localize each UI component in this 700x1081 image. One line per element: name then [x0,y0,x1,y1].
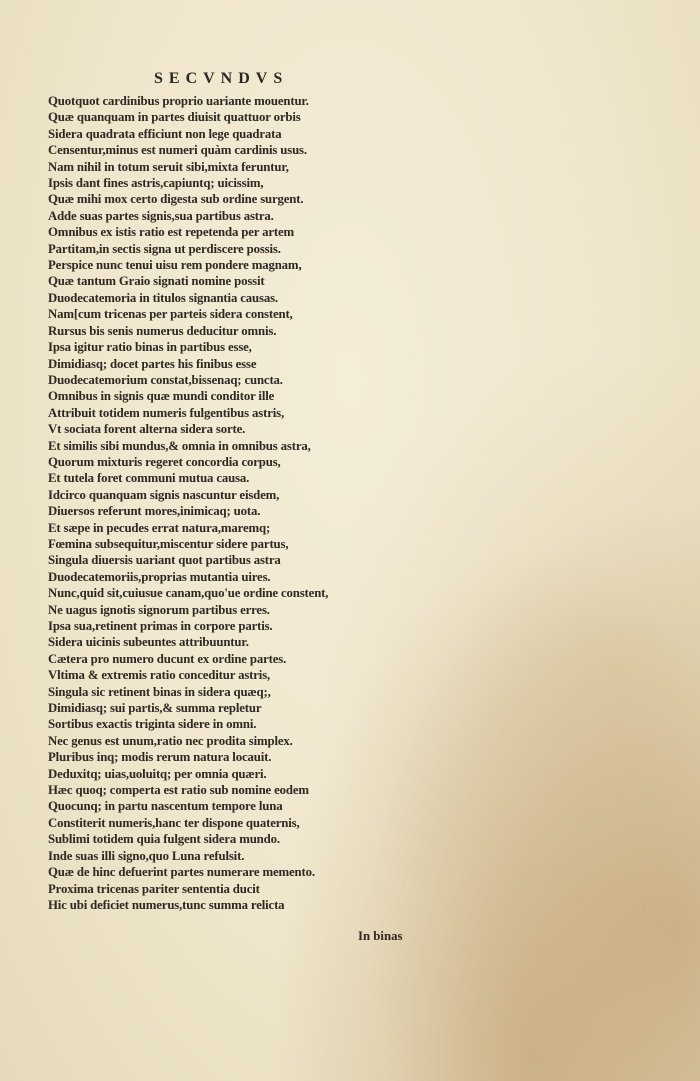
text-line: Nam[cum tricenas per parteis sidera constent, [48,307,293,322]
text-line: Sidera quadrata efficiunt non lege quadrata [48,126,282,141]
text-line: Quocunq; in partu nascentum tempore luna [48,799,283,814]
text-line: Dimidiasq; sui partis,& summa repletur [48,701,262,716]
text-line: Nunc,quid sit,cuiusue canam,quo'ue ordine constent, [48,586,329,601]
text-line: Nec genus est unum,ratio nec prodita simplex. [48,733,293,748]
text-line: Singula diuersis uariant quot partibus astra [48,553,281,568]
text-line: Attribuit totidem numeris fulgentibus astris, [48,405,285,420]
text-line: Dimidiasq; docet partes his finibus esse [48,356,257,371]
text-line: Sublimi totidem quia fulgent sidera mundo. [48,832,280,847]
text-line: Fœmina subsequitur,miscentur sidere partus, [48,536,289,551]
verse-text [48,93,378,913]
bleed-through-text [532,75,682,955]
text-line: Singula sic retinent binas in sidera quæq;, [48,684,271,699]
text-line: Et tutela foret communi mutua causa. [48,471,250,486]
text-line: Quæ quanquam in partes diuisit quattuor orbis [48,110,301,125]
text-line: Vt sociata forent alterna sidera sorte. [48,422,246,437]
text-line: Quæ mihi mox certo digesta sub ordine surgent. [48,192,304,207]
text-line: Quæ de hinc defuerint partes numerare memento. [48,865,315,880]
text-line: Vltima & extremis ratio conceditur astris, [48,668,271,683]
text-line: Deduxitq; uias,uoluitq; per omnia quæri. [48,766,267,781]
text-line: Constiterit numeris,hanc ter dispone quaternis, [48,815,300,830]
text-line: Quæ tantum Graio signati nomine possit [48,274,265,289]
text-line: Proxima tricenas pariter sententia ducit [48,881,260,896]
text-line: Et similis sibi mundus,& omnia in omnibus astra, [48,438,311,453]
text-line: Ipsa igitur ratio binas in partibus esse, [48,340,252,355]
text-line: Sortibus exactis triginta sidere in omni. [48,717,257,732]
text-line: Omnibus in signis quæ mundi conditor ille [48,389,275,404]
text-line: Adde suas partes signis,sua partibus astra. [48,208,274,223]
text-line: Et sæpe in pecudes errat natura,maremq; [48,520,271,535]
text-line: Rursus bis senis numerus deducitur omnis. [48,323,277,338]
text-line: Hæc quoq; comperta est ratio sub nomine eodem [48,783,309,798]
text-line: Ipsis dant fines astris,capiuntq; uicissim, [48,176,264,191]
catchword: In binas [358,929,403,943]
text-line: Duodecatemoria in titulos signantia causas. [48,290,278,305]
text-line: Ne uagus ignotis signorum partibus erres. [48,602,270,617]
text-line: Ipsa sua,retinent primas in corpore partis. [48,619,273,633]
page-header: SECVNDVS [154,70,289,87]
text-line: Perspice nunc tenui uisu rem pondere magnam, [48,258,302,273]
text-line: Nam nihil in totum seruit sibi,mixta feruntur, [48,159,289,174]
text-line: Omnibus ex istis ratio est repetenda per artem [48,225,295,240]
text-line: Quotquot cardinibus proprio uariante mouentur. [48,94,309,108]
text-line: Partitam,in sectis signa ut perdiscere possis. [48,241,281,256]
text-line: Idcirco quanquam signis nascuntur eisdem, [48,487,280,502]
text-line: Duodecatemoriis,proprias mutantia uires. [48,569,271,584]
text-line: Pluribus inq; modis rerum natura locauit. [48,750,272,765]
text-line: Inde suas illi signo,quo Luna refulsit. [48,848,245,863]
text-line: Sidera uicinis subeuntes attribuuntur. [48,635,249,650]
text-line: Censentur,minus est numeri quàm cardinis usus. [48,143,307,158]
text-line: Cætera pro numero ducunt ex ordine partes. [48,651,287,666]
text-line: Duodecatemorium constat,bissenaq; cuncta. [48,372,283,387]
text-line: Quorum mixturis regeret concordia corpus, [48,454,281,469]
text-line: Hic ubi deficiet numerus,tunc summa relicta [48,897,285,912]
text-line: Diuersos referunt mores,inimicaq; uota. [48,504,261,519]
